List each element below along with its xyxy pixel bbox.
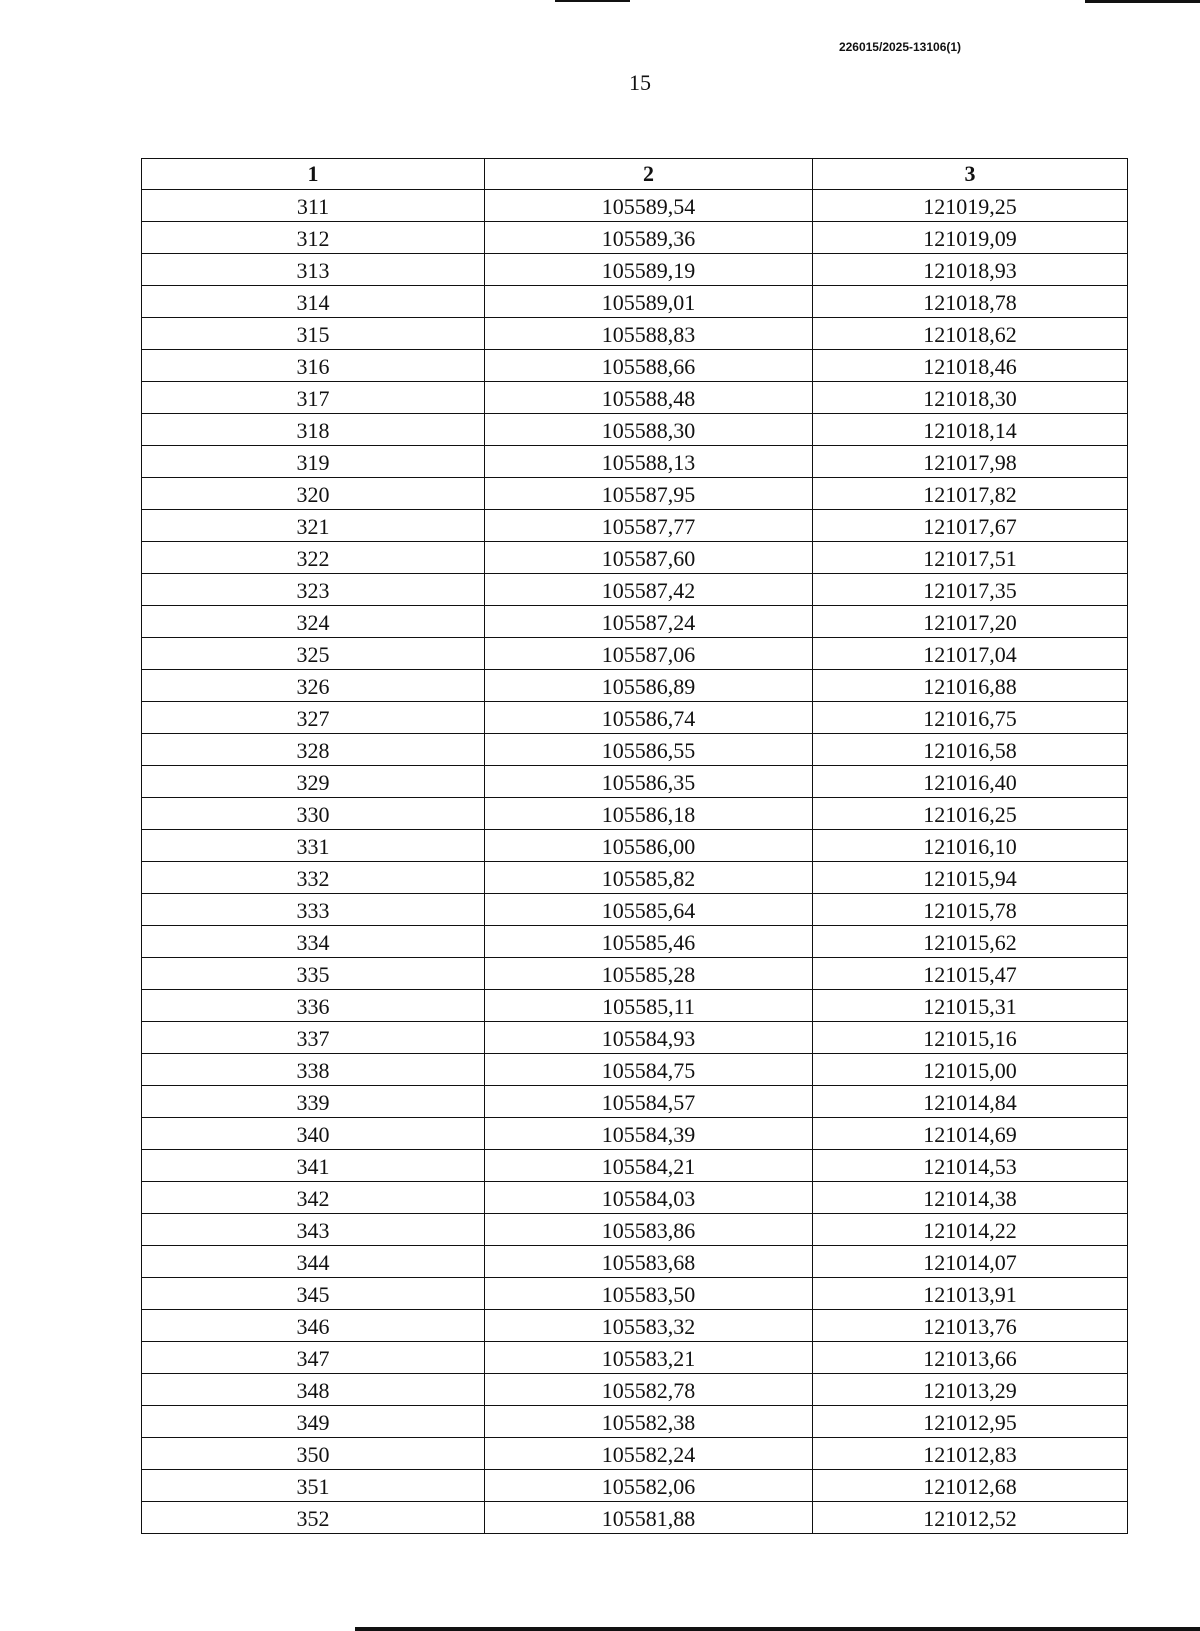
x-coordinate-cell: 105582,24 (485, 1438, 813, 1470)
table-row (142, 510, 1128, 542)
table-row (142, 798, 1128, 830)
x-coordinate-cell: 105589,01 (485, 286, 813, 318)
point-number-cell: 333 (142, 894, 485, 926)
y-coordinate-cell: 121016,88 (813, 670, 1128, 702)
point-number-cell: 339 (142, 1086, 485, 1118)
table-row (142, 318, 1128, 350)
table-row (142, 1278, 1128, 1310)
x-coordinate-cell: 105589,54 (485, 190, 813, 222)
x-coordinate-cell: 105584,39 (485, 1118, 813, 1150)
y-coordinate-cell: 121015,16 (813, 1022, 1128, 1054)
point-number-cell: 321 (142, 510, 485, 542)
table-row (142, 1182, 1128, 1214)
y-coordinate-cell: 121015,00 (813, 1054, 1128, 1086)
table-row (142, 670, 1128, 702)
table-row (142, 478, 1128, 510)
point-number-cell: 313 (142, 254, 485, 286)
y-coordinate-cell: 121017,67 (813, 510, 1128, 542)
table-row (142, 1246, 1128, 1278)
table-row (142, 702, 1128, 734)
table-row (142, 894, 1128, 926)
y-coordinate-cell: 121017,51 (813, 542, 1128, 574)
x-coordinate-cell: 105585,46 (485, 926, 813, 958)
table-row (142, 542, 1128, 574)
x-coordinate-cell: 105585,82 (485, 862, 813, 894)
y-coordinate-cell: 121012,68 (813, 1470, 1128, 1502)
y-coordinate-cell: 121013,29 (813, 1374, 1128, 1406)
point-number-cell: 319 (142, 446, 485, 478)
point-number-cell: 318 (142, 414, 485, 446)
y-coordinate-cell: 121017,35 (813, 574, 1128, 606)
document-reference: 226015/2025-13106(1) (838, 40, 962, 54)
x-coordinate-cell: 105588,13 (485, 446, 813, 478)
x-coordinate-cell: 105583,50 (485, 1278, 813, 1310)
point-number-cell: 320 (142, 478, 485, 510)
point-number-cell: 315 (142, 318, 485, 350)
y-coordinate-cell: 121014,69 (813, 1118, 1128, 1150)
table-row (142, 1054, 1128, 1086)
table-row (142, 958, 1128, 990)
point-number-cell: 334 (142, 926, 485, 958)
y-coordinate-cell: 121016,10 (813, 830, 1128, 862)
table-row (142, 446, 1128, 478)
x-coordinate-cell: 105583,68 (485, 1246, 813, 1278)
x-coordinate-cell: 105589,19 (485, 254, 813, 286)
y-coordinate-cell: 121015,31 (813, 990, 1128, 1022)
scan-artifact-top-left (555, 0, 630, 2)
point-number-cell: 338 (142, 1054, 485, 1086)
y-coordinate-cell: 121015,47 (813, 958, 1128, 990)
y-coordinate-cell: 121019,09 (813, 222, 1128, 254)
point-number-cell: 336 (142, 990, 485, 1022)
y-coordinate-cell: 121013,66 (813, 1342, 1128, 1374)
point-number-cell: 352 (142, 1502, 485, 1534)
point-number-cell: 346 (142, 1310, 485, 1342)
table-row (142, 1150, 1128, 1182)
x-coordinate-cell: 105584,57 (485, 1086, 813, 1118)
table-row (142, 766, 1128, 798)
x-coordinate-cell: 105586,74 (485, 702, 813, 734)
point-number-cell: 311 (142, 190, 485, 222)
y-coordinate-cell: 121015,94 (813, 862, 1128, 894)
point-number-cell: 351 (142, 1470, 485, 1502)
point-number-cell: 349 (142, 1406, 485, 1438)
x-coordinate-cell: 105583,86 (485, 1214, 813, 1246)
x-coordinate-cell: 105586,55 (485, 734, 813, 766)
x-coordinate-cell: 105586,00 (485, 830, 813, 862)
x-coordinate-cell: 105587,06 (485, 638, 813, 670)
table-row (142, 190, 1128, 222)
table-row (142, 606, 1128, 638)
table-row (142, 1470, 1128, 1502)
table-row (142, 1374, 1128, 1406)
table-row (142, 638, 1128, 670)
x-coordinate-cell: 105581,88 (485, 1502, 813, 1534)
point-number-cell: 322 (142, 542, 485, 574)
table-row (142, 254, 1128, 286)
table-row (142, 926, 1128, 958)
x-coordinate-cell: 105586,35 (485, 766, 813, 798)
table-row (142, 830, 1128, 862)
point-number-cell: 340 (142, 1118, 485, 1150)
x-coordinate-cell: 105582,78 (485, 1374, 813, 1406)
y-coordinate-cell: 121014,84 (813, 1086, 1128, 1118)
x-coordinate-cell: 105584,75 (485, 1054, 813, 1086)
x-coordinate-cell: 105585,11 (485, 990, 813, 1022)
point-number-cell: 330 (142, 798, 485, 830)
table-row (142, 1214, 1128, 1246)
y-coordinate-cell: 121016,75 (813, 702, 1128, 734)
x-coordinate-cell: 105585,64 (485, 894, 813, 926)
point-number-cell: 325 (142, 638, 485, 670)
table-row (142, 1406, 1128, 1438)
x-coordinate-cell: 105586,18 (485, 798, 813, 830)
column-header: 2 (485, 159, 813, 190)
x-coordinate-cell: 105588,83 (485, 318, 813, 350)
y-coordinate-cell: 121014,38 (813, 1182, 1128, 1214)
y-coordinate-cell: 121017,04 (813, 638, 1128, 670)
table-row (142, 1502, 1128, 1534)
table-row (142, 286, 1128, 318)
table-row (142, 414, 1128, 446)
table-row (142, 1022, 1128, 1054)
table-row (142, 862, 1128, 894)
x-coordinate-cell: 105586,89 (485, 670, 813, 702)
y-coordinate-cell: 121016,40 (813, 766, 1128, 798)
y-coordinate-cell: 121014,07 (813, 1246, 1128, 1278)
x-coordinate-cell: 105583,32 (485, 1310, 813, 1342)
point-number-cell: 344 (142, 1246, 485, 1278)
point-number-cell: 348 (142, 1374, 485, 1406)
y-coordinate-cell: 121019,25 (813, 190, 1128, 222)
page-number: 15 (629, 70, 651, 95)
y-coordinate-cell: 121012,52 (813, 1502, 1128, 1534)
x-coordinate-cell: 105589,36 (485, 222, 813, 254)
y-coordinate-cell: 121015,78 (813, 894, 1128, 926)
x-coordinate-cell: 105588,30 (485, 414, 813, 446)
table-row (142, 990, 1128, 1022)
y-coordinate-cell: 121018,62 (813, 318, 1128, 350)
x-coordinate-cell: 105587,24 (485, 606, 813, 638)
table-row (142, 222, 1128, 254)
point-number-cell: 342 (142, 1182, 485, 1214)
column-header: 3 (813, 159, 1128, 190)
x-coordinate-cell: 105587,42 (485, 574, 813, 606)
point-number-cell: 332 (142, 862, 485, 894)
point-number-cell: 341 (142, 1150, 485, 1182)
point-number-cell: 312 (142, 222, 485, 254)
y-coordinate-cell: 121013,91 (813, 1278, 1128, 1310)
scan-artifact-top-right (1085, 0, 1200, 3)
point-number-cell: 328 (142, 734, 485, 766)
point-number-cell: 317 (142, 382, 485, 414)
point-number-cell: 335 (142, 958, 485, 990)
x-coordinate-cell: 105584,03 (485, 1182, 813, 1214)
table-row (142, 1086, 1128, 1118)
coordinates-table (141, 158, 1128, 1534)
y-coordinate-cell: 121014,53 (813, 1150, 1128, 1182)
point-number-cell: 316 (142, 350, 485, 382)
x-coordinate-cell: 105587,77 (485, 510, 813, 542)
table-header-row (142, 159, 1128, 190)
point-number-cell: 350 (142, 1438, 485, 1470)
point-number-cell: 327 (142, 702, 485, 734)
x-coordinate-cell: 105584,93 (485, 1022, 813, 1054)
point-number-cell: 324 (142, 606, 485, 638)
y-coordinate-cell: 121015,62 (813, 926, 1128, 958)
y-coordinate-cell: 121018,30 (813, 382, 1128, 414)
x-coordinate-cell: 105582,38 (485, 1406, 813, 1438)
x-coordinate-cell: 105583,21 (485, 1342, 813, 1374)
point-number-cell: 329 (142, 766, 485, 798)
column-header: 1 (142, 159, 485, 190)
y-coordinate-cell: 121016,25 (813, 798, 1128, 830)
table-body (142, 190, 1128, 1534)
x-coordinate-cell: 105584,21 (485, 1150, 813, 1182)
x-coordinate-cell: 105587,60 (485, 542, 813, 574)
point-number-cell: 323 (142, 574, 485, 606)
y-coordinate-cell: 121017,82 (813, 478, 1128, 510)
y-coordinate-cell: 121012,95 (813, 1406, 1128, 1438)
table-row (142, 574, 1128, 606)
table-row (142, 1342, 1128, 1374)
y-coordinate-cell: 121012,83 (813, 1438, 1128, 1470)
table-row (142, 1310, 1128, 1342)
y-coordinate-cell: 121016,58 (813, 734, 1128, 766)
y-coordinate-cell: 121017,20 (813, 606, 1128, 638)
table-row (142, 350, 1128, 382)
y-coordinate-cell: 121014,22 (813, 1214, 1128, 1246)
y-coordinate-cell: 121013,76 (813, 1310, 1128, 1342)
point-number-cell: 314 (142, 286, 485, 318)
point-number-cell: 326 (142, 670, 485, 702)
table-row (142, 1438, 1128, 1470)
point-number-cell: 345 (142, 1278, 485, 1310)
point-number-cell: 337 (142, 1022, 485, 1054)
y-coordinate-cell: 121018,46 (813, 350, 1128, 382)
table-row (142, 382, 1128, 414)
table-row (142, 1118, 1128, 1150)
x-coordinate-cell: 105588,48 (485, 382, 813, 414)
point-number-cell: 347 (142, 1342, 485, 1374)
x-coordinate-cell: 105587,95 (485, 478, 813, 510)
y-coordinate-cell: 121018,14 (813, 414, 1128, 446)
x-coordinate-cell: 105588,66 (485, 350, 813, 382)
y-coordinate-cell: 121017,98 (813, 446, 1128, 478)
x-coordinate-cell: 105582,06 (485, 1470, 813, 1502)
x-coordinate-cell: 105585,28 (485, 958, 813, 990)
scan-artifact-bottom (355, 1627, 1200, 1631)
y-coordinate-cell: 121018,78 (813, 286, 1128, 318)
point-number-cell: 331 (142, 830, 485, 862)
table-row (142, 734, 1128, 766)
y-coordinate-cell: 121018,93 (813, 254, 1128, 286)
point-number-cell: 343 (142, 1214, 485, 1246)
